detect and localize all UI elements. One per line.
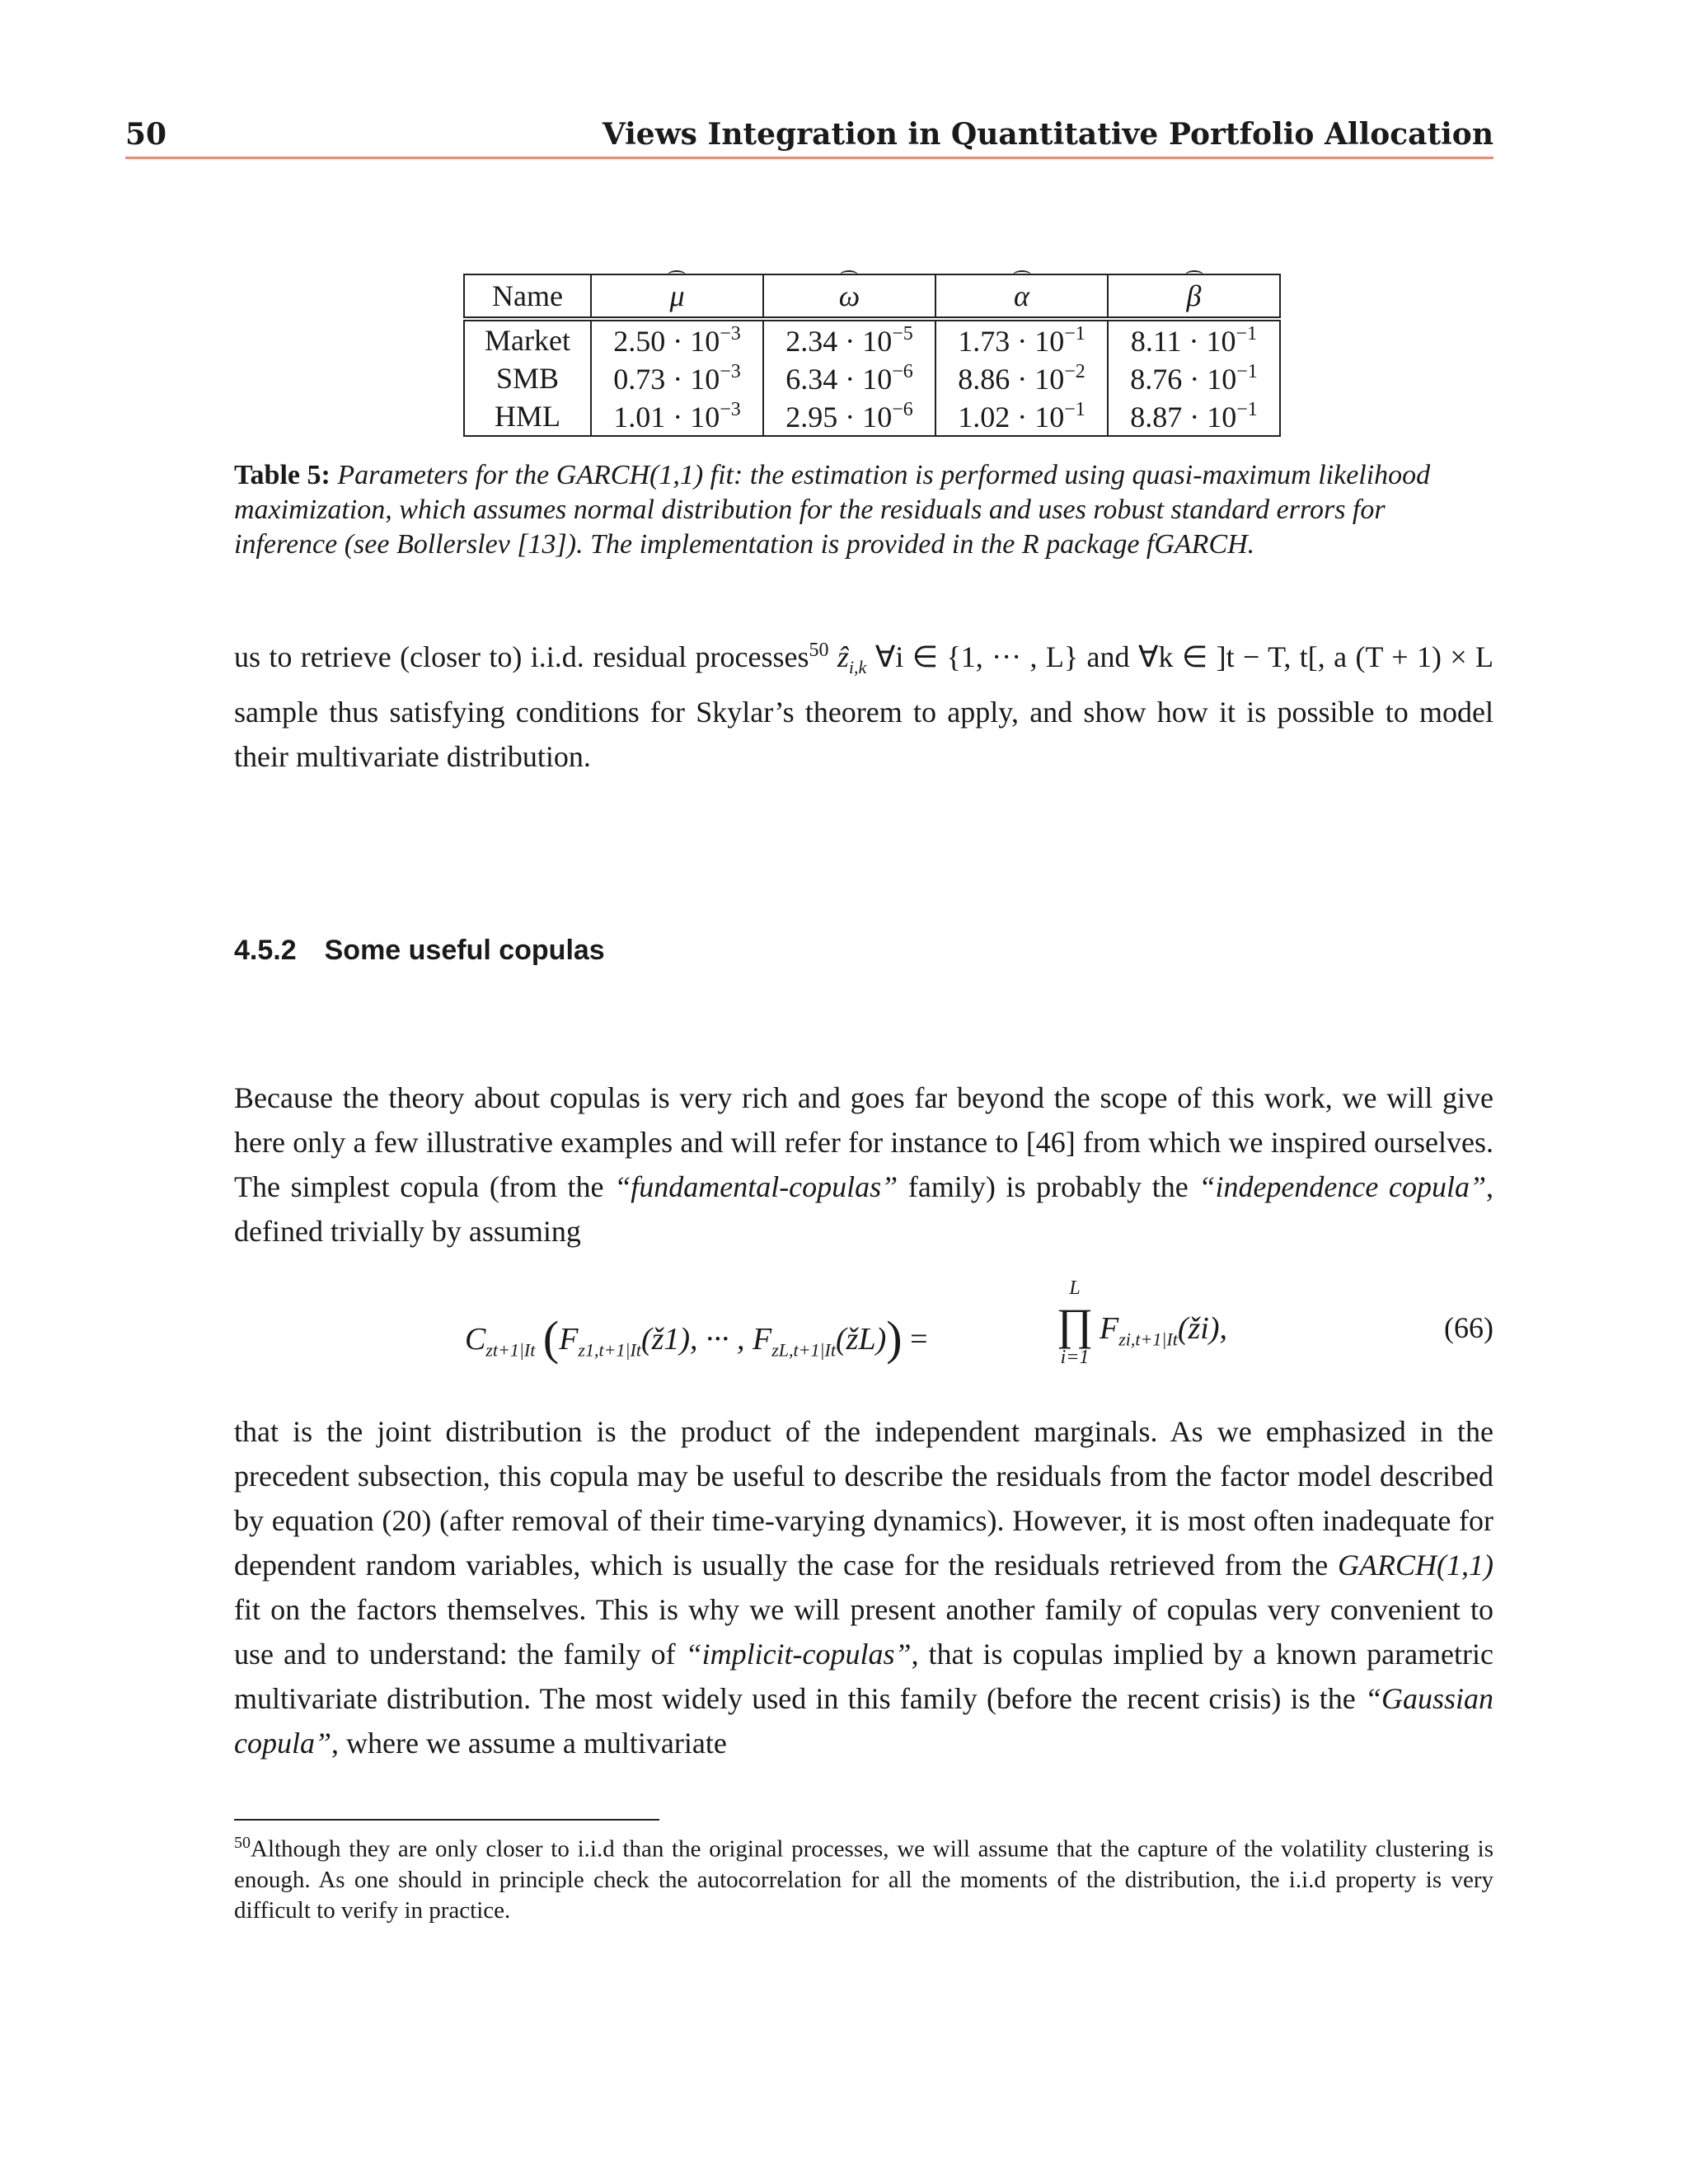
product-operator: L ∏ i=1	[1056, 1277, 1094, 1368]
running-title: Views Integration in Quantitative Portfolio Allocation	[602, 117, 1493, 152]
section-number: 4.5.2	[234, 935, 297, 966]
cell-alpha: $1.02 \cdot 10^{-1}$	[935, 397, 1108, 436]
row-name: SMB	[464, 359, 591, 397]
equation-66	[234, 1277, 1493, 1385]
col-header-alpha: α	[935, 274, 1108, 319]
cell-mu: $0.73 \cdot 10^{-3}$	[591, 359, 763, 397]
table-row	[464, 319, 1280, 359]
table-header-row	[464, 274, 1280, 319]
cell-omega: $2.34 \cdot 10^{-5}$	[763, 319, 935, 359]
col-header-beta: β	[1108, 274, 1280, 319]
paragraph-implicit-copulas: that is the joint distribution is the product of the independent marginals. As we emphasized in the precedent subsection, this copula may be useful to describe the residuals from the factor model described by equation (20) (after removal of their time-varying dynamics). However, it is most often inadequate for dependent random variables, which is usually the case for the residuals retrieved from the GARCH(1,1) fit on the factors themselves. This is why we will present another family of copulas very convenient to use and to understand: the family of “implicit-copulas”, that is copulas implied by a known parametric multivariate distribution. The most widely used in this family (before the recent crisis) is the “Gaussian copula”, where we assume a multivariate	[234, 1415, 1494, 1760]
footnote	[234, 1828, 1493, 1926]
cell-mu: $1.01 \cdot 10^{-3}$	[591, 397, 763, 436]
caption-text: Parameters for the GARCH(1,1) fit: the estimation is performed using quasi-maximum likelihood maximization, which assumes normal distribution for the residuals and uses robust standard errors for inference (see Bollerslev [13]). The implementation is provided in the R package fGARCH.	[234, 460, 1431, 560]
cell-alpha: $8.86 \cdot 10^{-2}$	[935, 359, 1108, 397]
cell-beta: $8.11 \cdot 10^{-1}$	[1108, 319, 1280, 359]
col-header-name: Name	[464, 274, 591, 319]
footnote-number: 50	[234, 1834, 251, 1852]
table-row	[464, 397, 1280, 436]
cell-mu: $2.50 \cdot 10^{-3}$	[591, 319, 763, 359]
cell-omega: $2.95 \cdot 10^{-6}$	[763, 397, 935, 436]
table-caption	[234, 458, 1493, 562]
row-name: Market	[464, 319, 591, 359]
table-row	[464, 359, 1280, 397]
page-number: 50	[125, 117, 167, 152]
section-heading	[234, 935, 605, 967]
header-rule	[125, 157, 1493, 159]
cell-alpha: $1.73 \cdot 10^{-1}$	[935, 319, 1108, 359]
equation-number: (66)	[1444, 1311, 1493, 1344]
equation-rhs: $F_{zi,t+1|It}(ži)$,	[1100, 1311, 1227, 1350]
caption-label: Table 5:	[234, 460, 331, 490]
section-title: Some useful copulas	[324, 935, 605, 966]
cell-omega: $6.34 \cdot 10^{-6}$	[763, 359, 935, 397]
col-header-mu: μ	[591, 274, 763, 319]
equation-lhs: $C_{zt+1|It}$ ($F_{z1,t+1|It}(ž1)$, ··· , $F_{zL,t+1|It}(žL)$) =	[465, 1311, 928, 1365]
running-header	[125, 117, 1493, 158]
row-name: HML	[464, 397, 591, 436]
cell-beta: $8.87 \cdot 10^{-1}$	[1108, 397, 1280, 436]
garch-parameter-table	[463, 274, 1281, 437]
footnote-rule	[234, 1819, 659, 1821]
footnote-marker: 50	[809, 640, 829, 661]
paragraph-copulas-intro: Because the theory about copulas is very rich and goes far beyond the scope of this work, we will give here only a few illustrative examples and will refer for instance to [46] from which we inspired ourselves. The simplest copula (from the “fundamental-copulas” family) is probably the “independence copula”, defined trivially by assuming	[234, 1081, 1493, 1248]
footnote-text: Although they are only closer to i.i.d than the original processes, we will assume that the capture of the volatility clustering is enough. As one should in principle check the autocorrelation for all the moments of the distribution, the i.i.d property is very difficult to verify in practice.	[234, 1835, 1493, 1924]
col-header-omega: ω	[763, 274, 935, 319]
cell-beta: $8.76 \cdot 10^{-1}$	[1108, 359, 1280, 397]
paragraph-residuals: us to retrieve (closer to) i.i.d. residual processes$^{50}$ ẑ$_{i,k}$ ∀i ∈ {1, ··· , L} and ∀k ∈ ]t − T, t[, a (T + 1) × L sample thus satisfying conditions for Skylar’s theorem to apply, and show how it is possible to model their multivariate distribution.	[234, 640, 1494, 774]
